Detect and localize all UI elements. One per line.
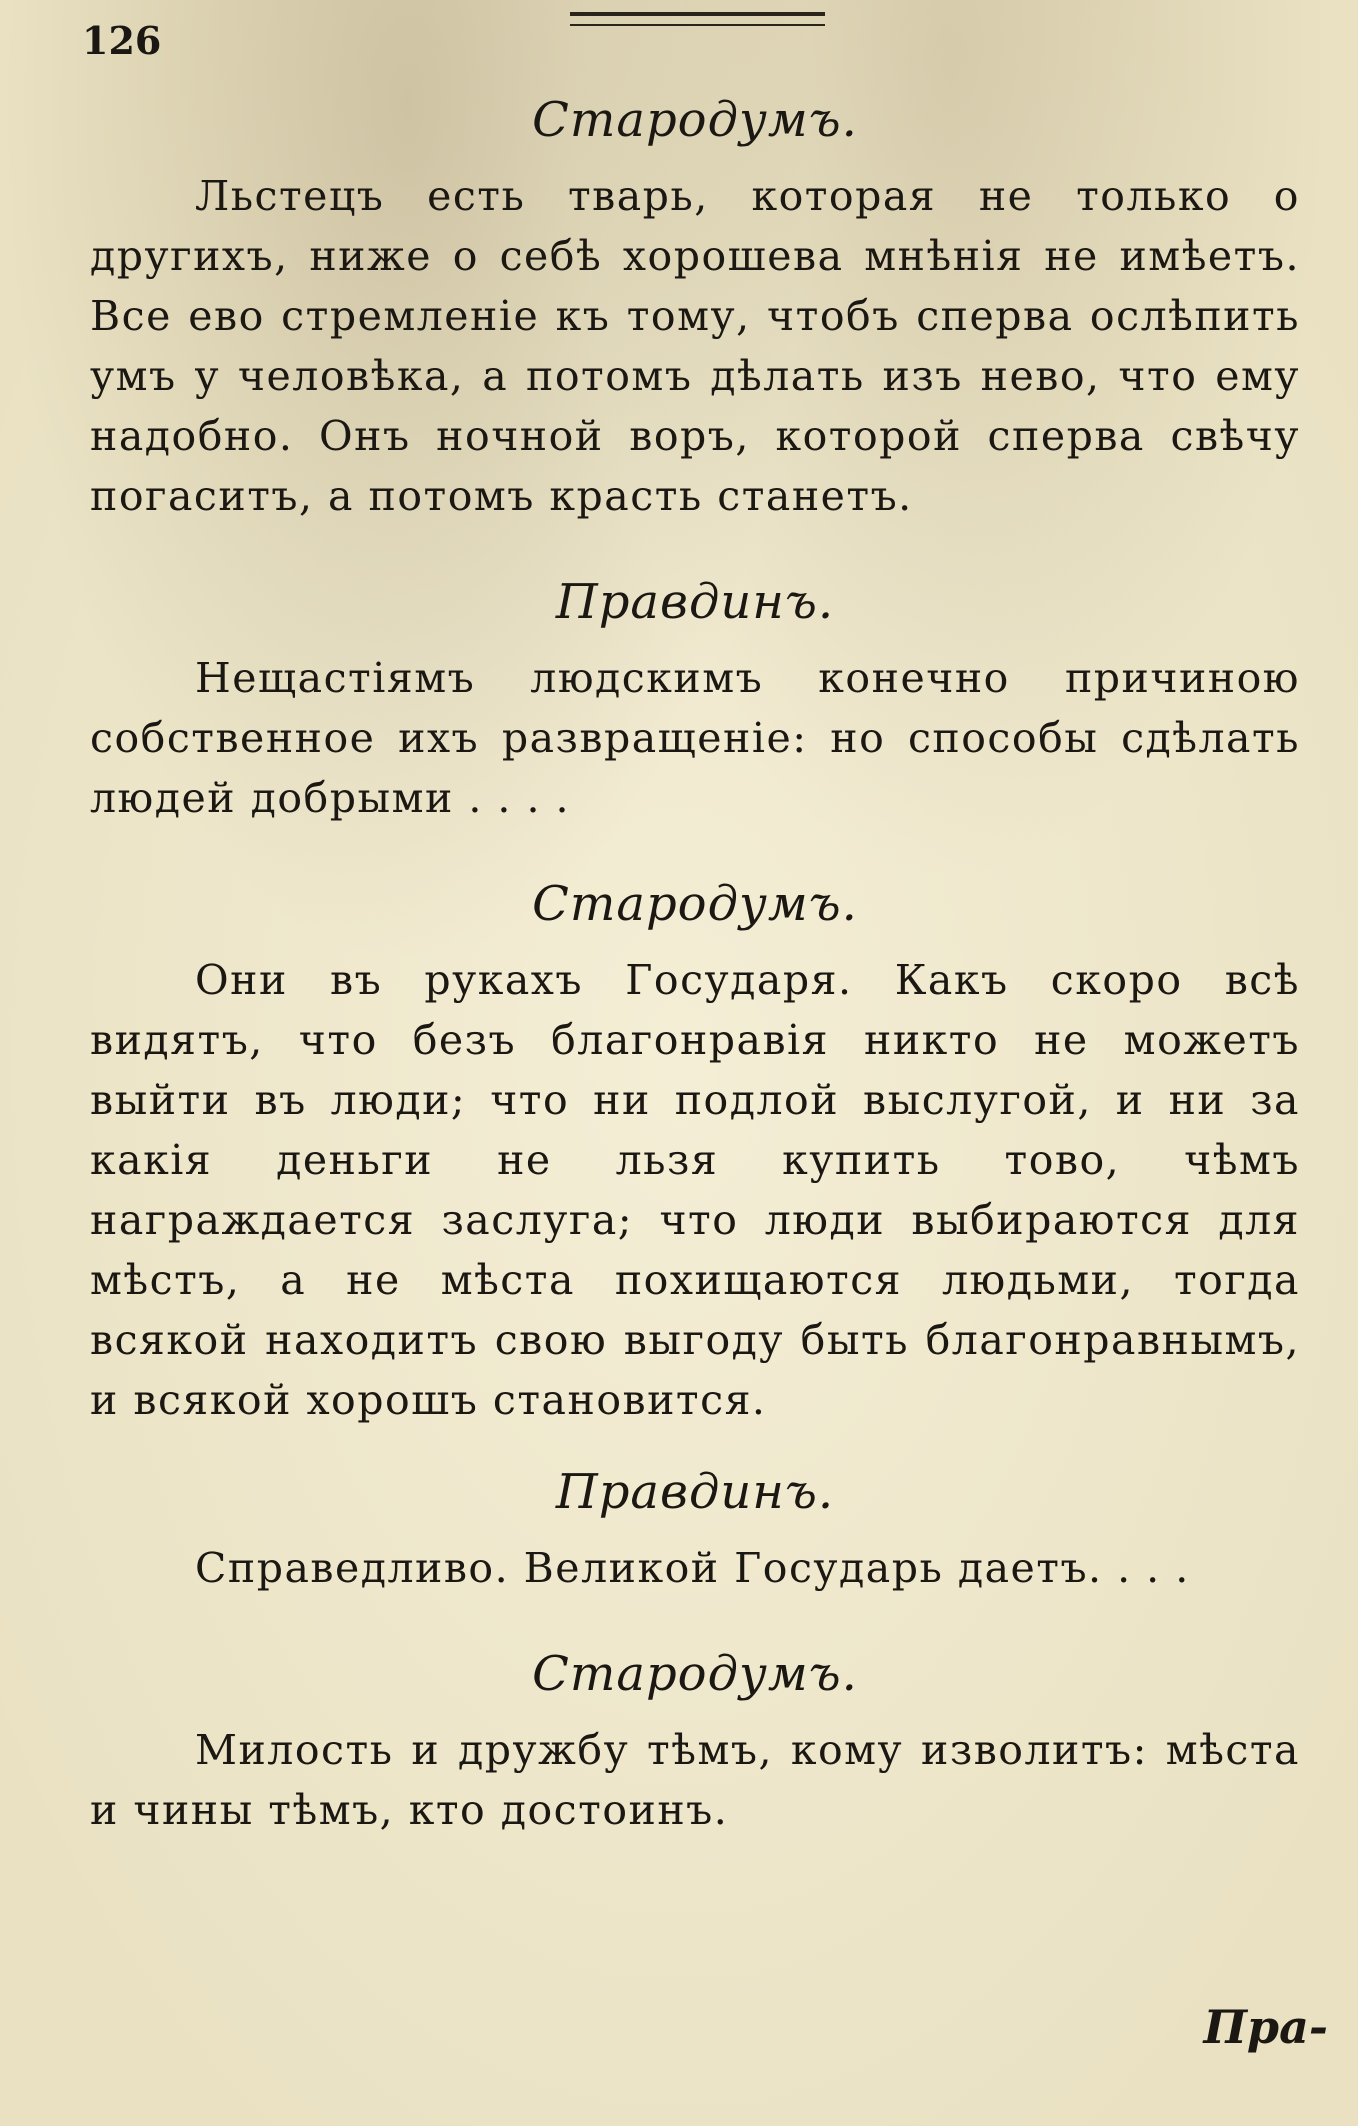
speaker-name: Стародумъ. [532,876,858,932]
catchword: Пра- [1203,2000,1328,2054]
page-number: 126 [82,18,162,63]
dialogue-block [90,574,1300,828]
speech-text: Справедливо. Великой Государь даетъ. . . . [195,1544,1190,1592]
dialogue-text [90,92,1300,1888]
dialogue-block [90,92,1300,526]
speech-text: Нещастіямъ людскимъ конечно причиною собственное ихъ развращеніе: но способы сдѣлать людей добрыми . . . . [90,654,1300,822]
speaker-name: Стародумъ. [532,92,858,148]
dialogue-block [90,1464,1300,1598]
speaker-name: Правдинъ. [555,1464,835,1520]
dialogue-block [90,876,1300,1430]
speech-text: Льстецъ есть тварь, которая не только о другихъ, ниже о себѣ хорошева мнѣнія не имѣетъ. Все ево стремленіе къ тому, чтобъ сперва ослѣпить умъ у человѣка, а потомъ дѣлать изъ нево, что ему надобно. Онъ ночной воръ, которой сперва свѣчу погаситъ, а потомъ красть станетъ. [90,172,1300,520]
speaker-name: Правдинъ. [555,574,835,630]
speech-text: Они въ рукахъ Государя. Какъ скоро всѣ видятъ, что безъ благонравія никто не можетъ выйти въ люди; что ни подлой выслугой, и ни за какія деньги не льзя купить тово, чѣмъ награждается заслуга; что люди выбираются для мѣстъ, а не мѣста похищаются людьми, тогда всякой находитъ свою выгоду быть благонравнымъ, и всякой хорошъ становится. [90,956,1300,1424]
header-rule-thick [570,12,825,16]
dialogue-block [90,1646,1300,1840]
speech-text: Милость и дружбу тѣмъ, кому изволитъ: мѣста и чины тѣмъ, кто достоинъ. [90,1726,1300,1834]
speaker-name: Стародумъ. [532,1646,858,1702]
header-rule-thin [570,24,825,26]
